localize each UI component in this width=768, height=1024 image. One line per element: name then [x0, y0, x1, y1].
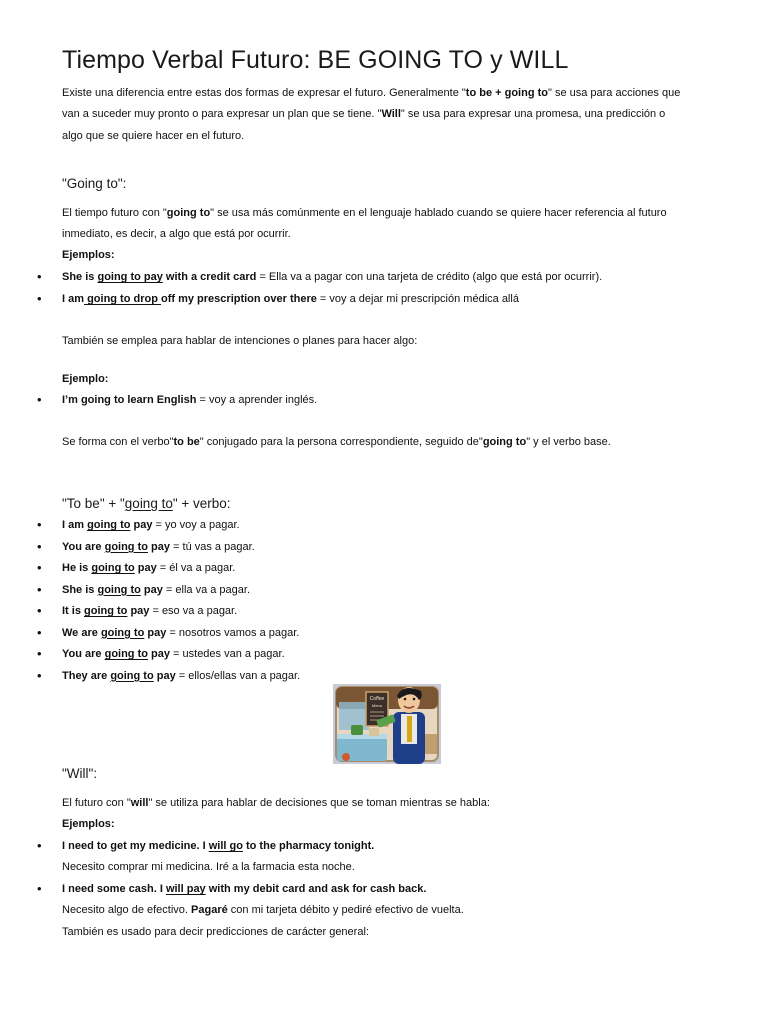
conjugation-translation: = él va a pagar.: [156, 562, 236, 574]
conjugation-translation: = ellos/ellas van a pagar.: [175, 669, 301, 682]
conjugation-verb: pay: [147, 648, 170, 660]
bullet-icon: •: [37, 538, 42, 554]
conjugation-verb: pay: [153, 669, 176, 682]
conjugation-verb: pay: [130, 519, 153, 531]
conjugation-subject: You are: [62, 648, 105, 660]
conjugation-going-to: going to: [84, 605, 128, 617]
conjugation-going-to: going to: [87, 519, 131, 531]
formation-part: Se forma con el verbo": [62, 436, 174, 448]
will-paragraph: [62, 793, 490, 815]
example-object: with a credit card: [162, 271, 257, 283]
bullet-icon: •: [37, 269, 42, 284]
cashier-illustration-svg: [333, 684, 441, 764]
going-to-paragraph-line-2: inmediato, es decir, a algo que está por ocurrir.: [62, 228, 291, 240]
example-item: [62, 289, 519, 311]
bullet-icon: •: [37, 603, 42, 618]
conjugation-translation: = ella va a pagar.: [162, 583, 251, 596]
intro-line-2: [62, 104, 665, 126]
conjugation-verb: pay: [144, 626, 167, 639]
conjugation-verb: pay: [140, 583, 163, 596]
formation-part: " y el verbo base.: [526, 436, 611, 448]
bullet-icon: •: [37, 881, 42, 896]
formation-text: [62, 432, 611, 454]
menu-board-line-2: Menu: [371, 703, 383, 708]
example-verb: will pay: [165, 883, 206, 895]
conjugation-going-to: going to: [91, 562, 135, 574]
bullet-icon: •: [37, 838, 42, 853]
examples-label: [62, 245, 115, 267]
intro-line-1: [62, 83, 680, 105]
section-heading-formula: [62, 496, 231, 511]
bullet-icon: •: [37, 392, 42, 407]
conjugation-item: [62, 515, 240, 537]
bullet-icon: •: [37, 517, 42, 532]
example-subject: I am: [62, 293, 85, 305]
intro-text: Existe una diferencia entre estas dos formas de expresar el futuro. Generalmente ": [62, 87, 466, 99]
paragraph-text: " se utiliza para hablar de decisiones que se toman mientras se habla:: [148, 797, 490, 809]
bullet-icon: •: [37, 624, 42, 640]
example-object: off my prescription over there: [161, 293, 317, 305]
paragraph-text: " se usa más comúnmente en el lenguaje hablado cuando se quiere hacer referencia al futuro: [210, 207, 667, 219]
cashier-illustration: [333, 684, 441, 764]
example-subject: She is: [62, 271, 98, 283]
example-sentence: with my debit card and ask for cash back.: [205, 883, 427, 895]
conjugation-subject: She is: [62, 583, 98, 596]
conjugation-verb: pay: [147, 540, 170, 553]
example-item: [62, 879, 426, 901]
bullet-icon: •: [37, 560, 42, 575]
example-translation: = voy a dejar mi prescripción médica allá: [316, 293, 519, 305]
will-examples-label: [62, 814, 115, 836]
conjugation-subject: They are: [62, 669, 111, 682]
conjugation-translation: = ustedes van a pagar.: [169, 648, 285, 660]
conjugation-item: [62, 601, 237, 623]
example-sentence: I need to get my medicine. I: [62, 840, 209, 852]
paragraph-text: El tiempo futuro con ": [62, 207, 167, 219]
example-label-text: Ejemplo:: [62, 373, 109, 385]
formula-underlined: going to: [124, 496, 173, 511]
conjugation-translation: = yo voy a pagar.: [152, 519, 240, 531]
conjugation-item: [62, 666, 300, 688]
predictions-text: También es usado para decir predicciones de carácter general:: [62, 926, 369, 938]
translation-text: Necesito algo de efectivo.: [62, 904, 192, 916]
example-verb: going to pay: [97, 271, 163, 283]
intro-line-3: algo que se quiere hacer en el futuro.: [62, 130, 245, 142]
bold-term: to be: [173, 436, 200, 448]
paragraph-text: El futuro con ": [62, 797, 131, 809]
example-sentence: I’m going to learn English: [62, 394, 197, 406]
example-translation: Necesito comprar mi medicina. Iré a la farmacia esta noche.: [62, 861, 355, 873]
conjugation-translation: = eso va a pagar.: [149, 605, 238, 617]
conjugation-going-to: going to: [104, 648, 148, 660]
conjugation-going-to: going to: [97, 583, 141, 596]
example-verb: going to drop: [84, 293, 161, 305]
going-to-paragraph-line-1: [62, 203, 667, 225]
conjugation-translation: = nosotros vamos a pagar.: [166, 626, 300, 639]
example-sentence: I need some cash. I: [62, 883, 166, 895]
formula-part: "To be" + ": [62, 496, 125, 511]
formation-part: " conjugado para la persona correspondiente, seguido de": [199, 436, 483, 448]
bullet-icon: •: [37, 581, 42, 597]
intro-text: van a suceder muy pronto o para expresar un plan que se tiene. ": [62, 108, 382, 120]
conjugation-verb: pay: [127, 605, 150, 617]
page-title: Tiempo Verbal Futuro: BE GOING TO y WILL: [62, 46, 569, 74]
example-translation: = voy a aprender inglés.: [196, 394, 318, 406]
conjugation-going-to: going to: [110, 669, 154, 682]
examples-label-text: Ejemplos:: [62, 249, 115, 261]
bold-term: will: [130, 797, 149, 809]
example-verb: will go: [208, 840, 243, 852]
section-heading-going-to: "Going to":: [62, 176, 127, 191]
conjugation-subject: You are: [62, 540, 105, 553]
conjugation-item: [62, 580, 250, 602]
formula-part: " + verbo:: [172, 496, 231, 511]
conjugation-item: [62, 558, 235, 580]
example-translation: [62, 900, 464, 922]
conjugation-subject: He is: [62, 562, 92, 574]
intro-bold-term: Will: [381, 108, 401, 120]
intro-bold-term: to be + going to: [465, 87, 548, 99]
translation-text: con mi tarjeta débito y pediré efectivo de vuelta.: [227, 904, 464, 916]
conjugation-item: [62, 644, 285, 666]
conjugation-item: [62, 537, 255, 559]
bullet-icon: •: [37, 646, 42, 661]
example-sentence: to the pharmacy tonight.: [242, 840, 375, 852]
example-translation: = Ella va a pagar con una tarjeta de crédito (algo que está por ocurrir).: [256, 271, 603, 283]
conjugation-going-to: going to: [104, 540, 148, 553]
intro-text: " se usa para acciones que: [547, 87, 681, 99]
menu-board-line-1: Coffee: [369, 696, 385, 702]
example-item: [62, 267, 602, 289]
conjugation-subject: We are: [62, 626, 101, 639]
intro-text: " se usa para expresar una promesa, una predicción o: [400, 108, 666, 120]
conjugation-item: [62, 623, 299, 645]
bold-term: going to: [482, 436, 527, 448]
conjugation-going-to: going to: [100, 626, 145, 639]
examples-label-text: Ejemplos:: [62, 818, 115, 830]
bold-term: Pagaré: [191, 904, 228, 916]
conjugation-subject: I am: [62, 519, 88, 531]
conjugation-translation: = tú vas a pagar.: [169, 540, 255, 553]
bold-term: going to: [166, 207, 211, 219]
example-item: [62, 390, 317, 412]
example-label: [62, 369, 108, 391]
section-heading-will: "Will":: [62, 766, 98, 781]
bullet-icon: •: [37, 667, 42, 683]
conjugation-verb: pay: [134, 562, 157, 574]
also-used-text: También se emplea para hablar de intenciones o planes para hacer algo:: [62, 335, 418, 347]
example-item: [62, 836, 374, 858]
conjugation-subject: It is: [62, 605, 85, 617]
bullet-icon: •: [37, 291, 42, 306]
